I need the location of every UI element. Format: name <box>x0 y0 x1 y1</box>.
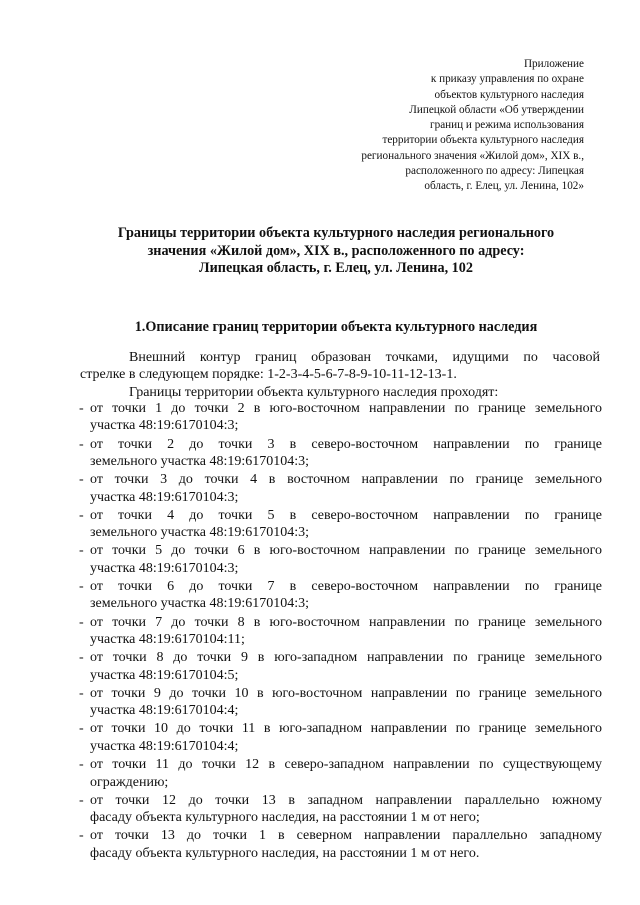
list-dash: - <box>79 650 84 666</box>
appendix-line: территории объекта культурного наследия <box>382 134 584 147</box>
intro-paragraph <box>80 349 600 366</box>
list-dash: - <box>79 579 84 595</box>
item-line: от точки 8 до точки 9 в юго-западном направлении по границе земельного <box>90 650 602 666</box>
list-item <box>79 578 602 613</box>
item-line: ограждению; <box>90 774 169 790</box>
list-dash: - <box>79 543 84 559</box>
item-line: от точки 10 до точки 11 в юго-западном направлении по границе земельного <box>90 721 602 737</box>
list-item <box>79 685 602 720</box>
item-line: от точки 3 до точки 4 в восточном направлении по границе земельного <box>90 472 602 488</box>
list-item <box>79 649 602 684</box>
appendix-block <box>361 57 584 195</box>
item-line: от точки 7 до точки 8 в юго-восточном направлении по границе земельного <box>90 614 602 630</box>
intro-paragraph-2: Границы территории объекта культурного наследия проходят: <box>129 384 499 400</box>
item-line: от точки 5 до точки 6 в юго-восточном направлении по границе земельного <box>90 543 602 559</box>
section-heading: 1.Описание границ территории объекта культурного наследия <box>134 319 538 335</box>
list-item <box>79 436 602 471</box>
appendix-line: расположенного по адресу: Липецкая <box>405 165 584 178</box>
appendix-line: регионального значения «Жилой дом», XIX в., <box>361 149 584 162</box>
list-dash: - <box>79 685 84 701</box>
appendix-line: Приложение <box>523 58 584 70</box>
list-dash: - <box>79 757 84 773</box>
item-line: земельного участка 48:19:6170104:3; <box>90 454 310 470</box>
document-title <box>60 225 612 278</box>
title-line: Липецкая область, г. Елец, ул. Ленина, 102 <box>199 260 473 276</box>
item-line: участка 48:19:6170104:3; <box>90 560 239 576</box>
item-line: фасаду объекта культурного наследия, на расстоянии 1 м от него; <box>90 810 480 826</box>
list-item <box>79 471 602 506</box>
appendix-line: границ и режима использования <box>430 119 584 132</box>
intro-block <box>80 349 600 401</box>
list-dash: - <box>79 721 84 737</box>
boundary-list <box>79 400 602 863</box>
list-item <box>79 720 602 755</box>
item-line: участка 48:19:6170104:3; <box>90 489 239 505</box>
list-item <box>79 756 602 791</box>
list-item <box>79 827 602 862</box>
list-item <box>79 400 602 435</box>
item-line: от точки 11 до точки 12 в северо-западном направлении по существующему <box>90 757 602 773</box>
item-line: земельного участка 48:19:6170104:3; <box>90 525 310 541</box>
list-dash: - <box>79 614 84 630</box>
list-item <box>79 542 602 577</box>
item-line: участка 48:19:6170104:3; <box>90 418 239 434</box>
item-line: от точки 1 до точки 2 в юго-восточном направлении по границе земельного <box>90 401 602 416</box>
list-dash: - <box>79 828 84 844</box>
item-line: от точки 2 до точки 3 в северо-восточном направлении по границе <box>90 436 602 452</box>
appendix-line: Липецкой области «Об утверждении <box>409 103 584 116</box>
item-line: участка 48:19:6170104:5; <box>90 667 239 683</box>
item-line: от точки 12 до точки 13 в западном направлении параллельно южному <box>90 792 602 808</box>
list-dash: - <box>79 792 84 808</box>
title-line: Границы территории объекта культурного наследия регионального <box>117 225 555 241</box>
item-line: от точки 6 до точки 7 в северо-восточном направлении по границе <box>90 579 602 595</box>
list-dash: - <box>79 472 84 488</box>
intro-line: Внешний контур границ образован точками, идущими по часовой <box>129 350 600 365</box>
item-line: земельного участка 48:19:6170104:3; <box>90 596 310 612</box>
list-dash: - <box>79 507 84 523</box>
appendix-line: к приказу управления по охране <box>430 73 584 86</box>
item-line: от точки 13 до точки 1 в северном направлении параллельно западному <box>90 828 602 844</box>
item-line: участка 48:19:6170104:11; <box>90 632 245 648</box>
list-dash: - <box>79 436 84 452</box>
appendix-line: объектов культурного наследия <box>434 88 584 101</box>
list-item <box>79 614 602 649</box>
list-item <box>79 507 602 542</box>
item-line: от точки 9 до точки 10 в юго-восточном направлении по границе земельного <box>90 685 602 701</box>
intro-line: стрелке в следующем порядке: 1-2-3-4-5-6-7-8-9-10-11-12-13-1. <box>80 367 457 383</box>
item-line: участка 48:19:6170104:4; <box>90 703 239 719</box>
item-line: участка 48:19:6170104:4; <box>90 738 239 754</box>
item-line: от точки 4 до точки 5 в северо-восточном направлении по границе <box>90 507 602 523</box>
list-item <box>79 792 602 827</box>
list-dash: - <box>79 401 84 416</box>
appendix-line: область, г. Елец, ул. Ленина, 102» <box>424 180 584 193</box>
title-line: значения «Жилой дом», XIX в., расположенного по адресу: <box>147 242 525 259</box>
item-line: фасаду объекта культурного наследия, на расстоянии 1 м от него. <box>90 845 480 861</box>
